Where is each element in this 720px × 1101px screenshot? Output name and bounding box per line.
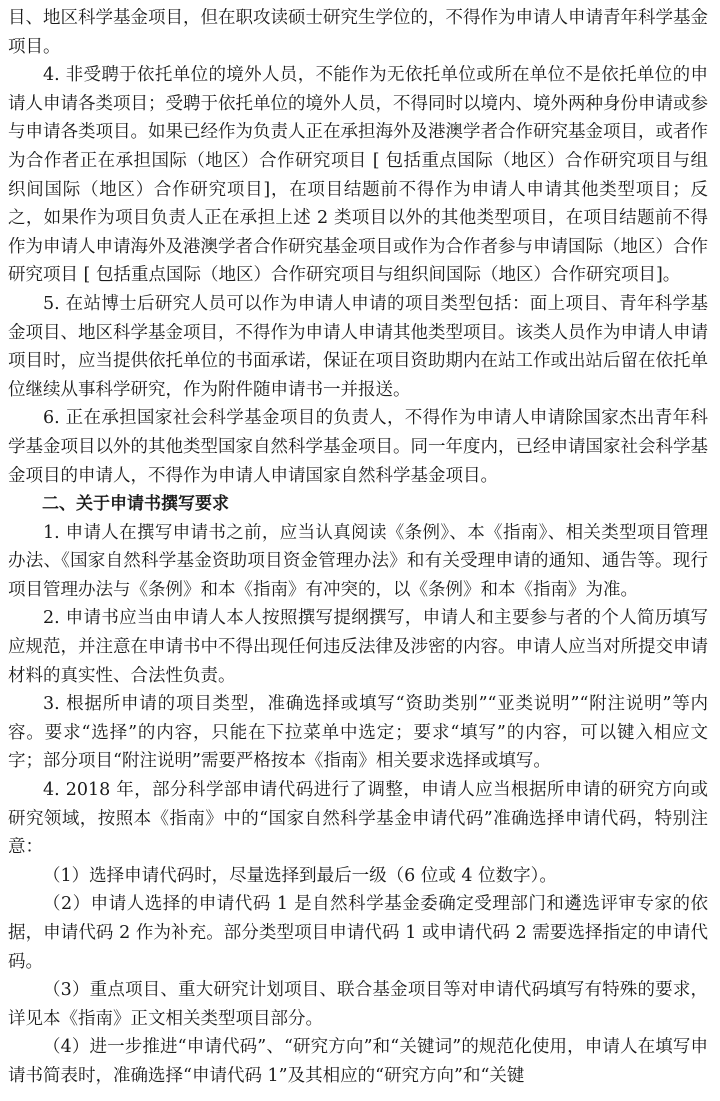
paragraph-sub-1: （1）选择申请代码时，尽量选择到最后一级（6 位或 4 位数字）。: [43, 865, 557, 886]
paragraph-item-5: 5. 在站博士后研究人员可以作为申请人申请的项目类型包括：面上项目、青年科学基金项目、地区科学基金项目，不得作为申请人申请其他类型项目。该类人员作为申请人申请项目时，应当提供依托单位的书面承诺，保证在项目资助期内在站工作或出站后留在依托单位继续从事科学研究，作为附件随申请书一并报送。: [8, 293, 708, 400]
paragraph-sub-2: （2）申请人选择的申请代码 1 是自然科学基金委确定受理部门和遴选评审专家的依据，申请代码 2 作为补充。部分类型项目申请代码 1 或申请代码 2 需要选择指定的申请代码。: [8, 894, 708, 972]
paragraph-1: 目、地区科学基金项目，但在职攻读硕士研究生学位的，不得作为申请人申请青年科学基金项目。: [8, 8, 708, 57]
section-heading: 二、关于申请书撰写要求: [42, 494, 229, 515]
paragraph-item-6: 6. 正在承担国家社会科学基金项目的负责人，不得作为申请人申请除国家杰出青年科学基金项目以外的其他类型国家自然科学基金项目。同一年度内，已经申请国家社会科学基金项目的申请人，不得作为申请人申请国家自然科学基金项目。: [8, 408, 708, 486]
paragraph-sub-3: （3）重点项目、重大研究计划项目、联合基金项目等对申请代码填写有特殊的要求，详见本《指南》正文相关类型项目部分。: [8, 980, 708, 1029]
paragraph-req-2: 2. 申请书应当由申请人本人按照撰写提纲撰写，申请人和主要参与者的个人简历填写应规范，并注意在申请书中不得出现任何违反法律及涉密的内容。申请人应当对所提交申请材料的真实性、合法性负责。: [8, 608, 708, 686]
paragraph-req-3: 3. 根据所申请的项目类型，准确选择或填写“资助类别”“亚类说明”“附注说明”等内容。要求“选择”的内容，只能在下拉菜单中选定；要求“填写”的内容，可以键入相应文字；部分项目“附注说明”需要严格按本《指南》相关要求选择或填写。: [8, 694, 708, 772]
paragraph-req-1: 1. 申请人在撰写申请书之前，应当认真阅读《条例》、本《指南》、相关类型项目管理办法、《国家自然科学基金资助项目资金管理办法》和有关受理申请的通知、通告等。现行项目管理办法与《条例》和本《指南》有冲突的，以《条例》和本《指南》为准。: [8, 522, 708, 600]
paragraph-item-4: 4. 非受聘于依托单位的境外人员，不能作为无依托单位或所在单位不是依托单位的申请人申请各类项目；受聘于依托单位的境外人员，不得同时以境内、境外两种身份申请或参与申请各类项目。如果已经作为负责人正在承担海外及港澳学者合作研究基金项目，或者作为合作者正在承担国际（地区）合作研究项目 [ 包括重点国际（地区）合作研究项目与组织间国际（地区）合作研究项目]，在项目结题前不得作为申请人申请其他类型项目；反之，如果作为项目负责人正在承担上述 2 类项目以外的其他类型项目，在项目结题前不得作为申请人申请海外及港澳学者合作研究基金项目或作为合作者参与申请国际（地区）合作研究项目 [ 包括重点国际（地区）合作研究项目与组织间国际（地区）合作研究项目]。: [8, 65, 708, 286]
paragraph-sub-4: （4）进一步推进“申请代码”、“研究方向”和“关键词”的规范化使用，申请人在填写申请书简表时，准确选择“申请代码 1”及其相应的“研究方向”和“关键: [8, 1037, 708, 1086]
paragraph-req-4: 4. 2018 年，部分科学部申请代码进行了调整，申请人应当根据所申请的研究方向或研究领域，按照本《指南》中的“国家自然科学基金申请代码”准确选择申请代码，特别注意：: [8, 780, 708, 858]
